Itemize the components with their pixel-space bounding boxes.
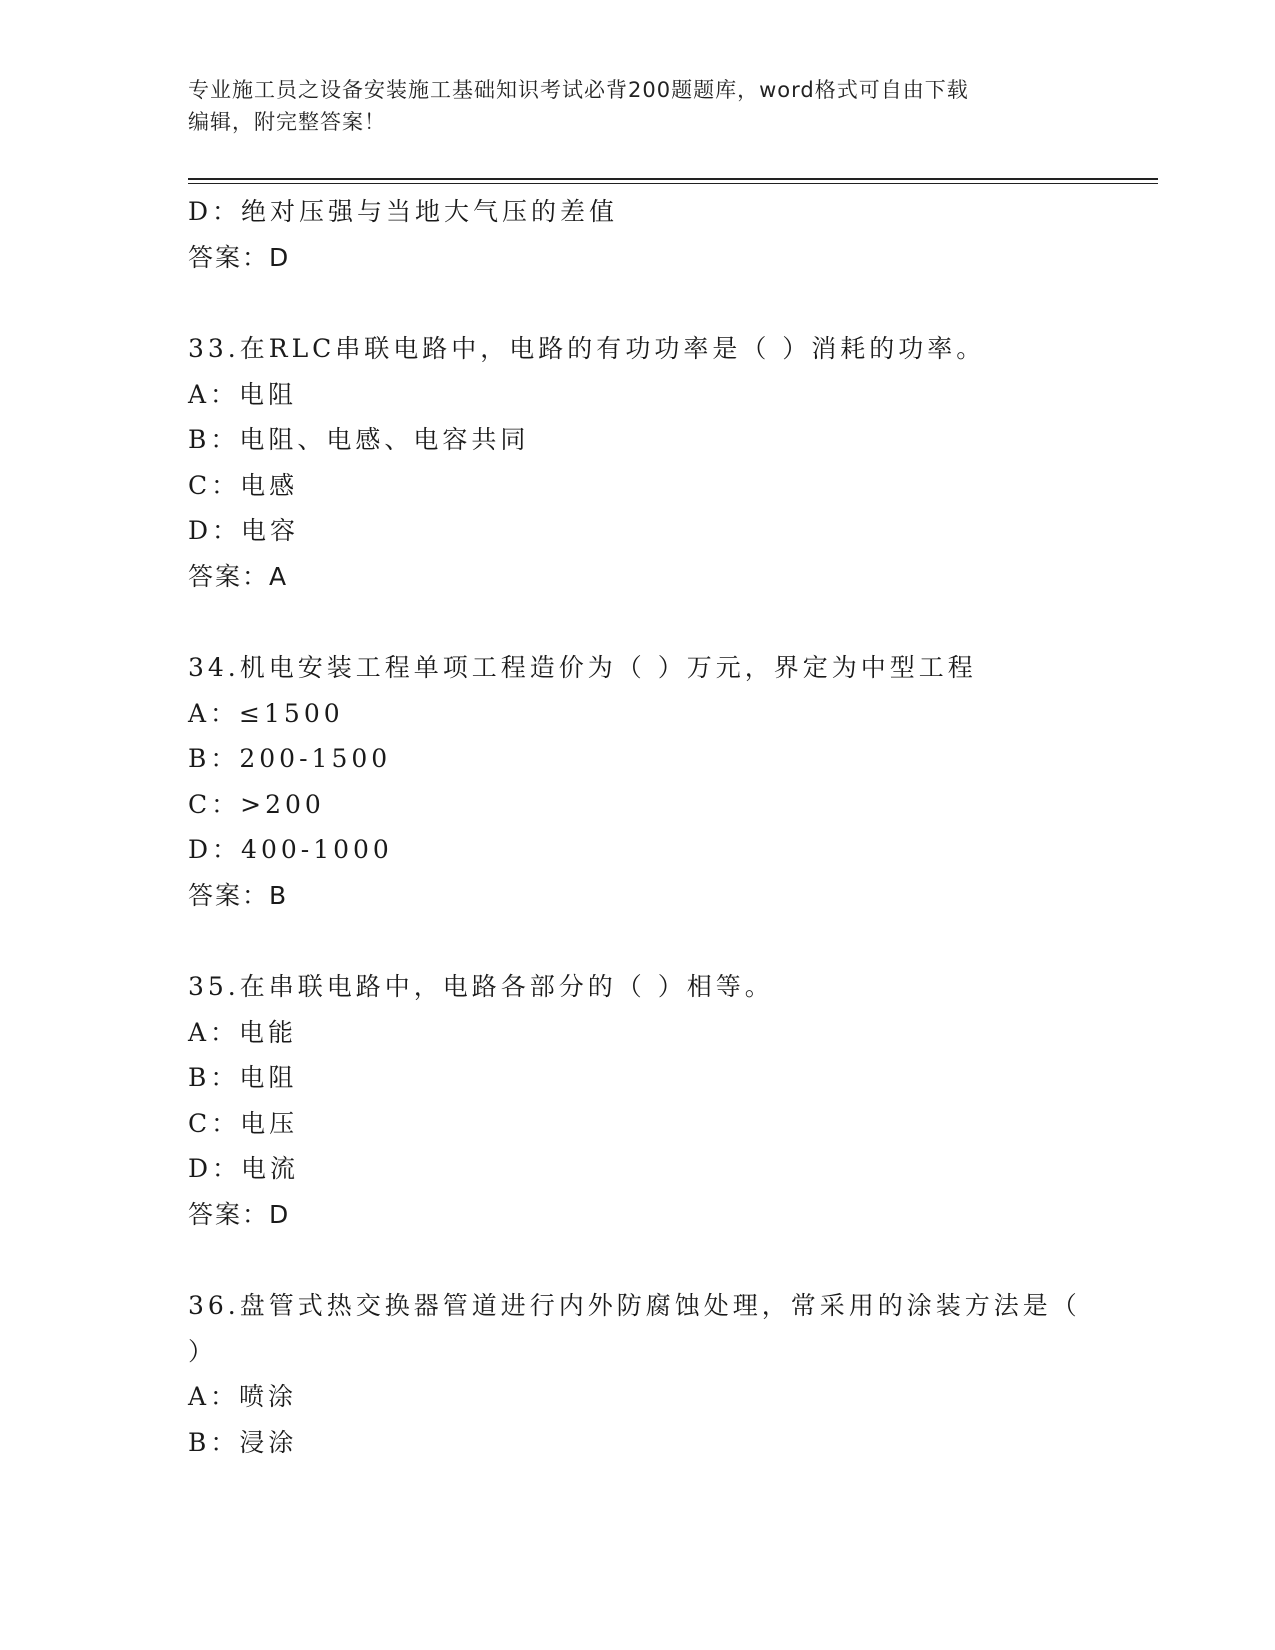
header-line-2: 编辑，附完整答案！ [188, 110, 386, 134]
header-line-1: 专业施工员之设备安装施工基础知识考试必背200题题库，word格式可自由下载 [188, 78, 969, 102]
question-block-34 [188, 645, 1148, 918]
question-stem: 33.在RLC串联电路中，电路的有功功率是（ ）消耗的功率。 [188, 334, 986, 363]
option-d: D：绝对压强与当地大气压的差值 [188, 197, 619, 226]
question-block-prev [188, 189, 1148, 280]
option-c: C：电压 [188, 1108, 299, 1138]
answer-line: 答案：D [188, 1199, 291, 1229]
option-b: B：浸涂 [188, 1427, 298, 1457]
spacer [188, 599, 1148, 645]
question-stem-line-1: 36.盘管式热交换器管道进行内外防腐蚀处理，常采用的涂装方法是（ [188, 1291, 1081, 1320]
option-d: D：电容 [188, 516, 300, 545]
answer-line: 答案：D [188, 242, 291, 272]
question-block-33 [188, 326, 1148, 599]
answer-line: 答案：A [188, 561, 289, 591]
option-c: C：>200 [188, 789, 325, 819]
option-a: A：电阻 [188, 379, 298, 409]
question-block-36 [188, 1283, 1148, 1465]
option-d: D：400-1000 [188, 835, 393, 864]
option-d: D：电流 [188, 1154, 300, 1183]
option-a: A：电能 [188, 1017, 298, 1047]
question-list [188, 189, 1148, 1465]
question-block-35 [188, 964, 1148, 1237]
option-a: A：≤1500 [188, 698, 344, 728]
option-b: B：200-1500 [188, 744, 392, 773]
document-header [188, 74, 1088, 138]
question-stem-line-2: ） [188, 1336, 218, 1366]
option-b: B：电阻 [188, 1063, 298, 1092]
header-divider-thick [188, 178, 1158, 180]
question-stem: 34.机电安装工程单项工程造价为（ ）万元，界定为中型工程 [188, 653, 977, 682]
spacer [188, 918, 1148, 964]
spacer [188, 1237, 1148, 1283]
option-c: C：电感 [188, 470, 299, 500]
option-b: B：电阻、电感、电容共同 [188, 425, 530, 454]
question-stem: 35.在串联电路中，电路各部分的（ ）相等。 [188, 972, 774, 1001]
answer-line: 答案：B [188, 880, 289, 910]
option-a: A：喷涂 [188, 1382, 298, 1411]
header-divider-thin [188, 183, 1158, 184]
spacer [188, 280, 1148, 326]
